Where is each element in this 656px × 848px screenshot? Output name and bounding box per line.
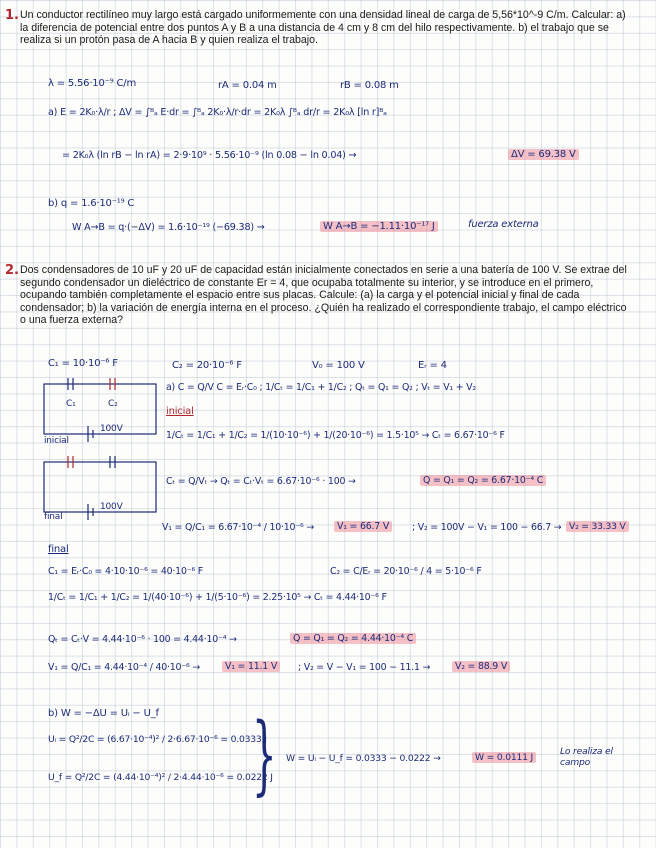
p2-fin-q-result: Q = Q₁ = Q₂ = 4.44·10⁻⁴ C <box>290 633 416 644</box>
circuit-c2-label: C₂ <box>108 399 118 409</box>
p1-data-ra: rA = 0.04 m <box>218 80 277 91</box>
problem2-statement: Dos condensadores de 10 uF y 20 uF de capacidad están inicialmente conectados en serie a una batería de 100 V. Se extrae del segundo condensador un dieléctrico de constante Er = 4, que ocupaba totalmente su interior, y se introduce en el primero, ocupando también completamente el espacio entre sus placas. Calcule: (a) la carga y el potencial inicial y final de cada condensador; b) la variación de energía interna en el proceso. ¿Quién ha realizado el correspondiente trabajo, el campo eléctrico o una fuerza externa? <box>20 264 627 327</box>
p2-ini-v2: ; V₂ = 100V − V₁ = 100 − 66.7 → <box>412 522 562 533</box>
circuit-battery-label: 100V <box>100 424 123 434</box>
p2-ini-v1-result: V₁ = 66.7 V <box>334 521 392 532</box>
p2-fin-v1: V₁ = Q/C₁ = 4.44·10⁻⁴ / 40·10⁻⁶ → <box>48 662 201 673</box>
p2-data-er: Eᵣ = 4 <box>418 360 447 371</box>
p2-b-note: Lo realiza el campo <box>560 746 613 768</box>
p2-ini-q: Cₜ = Q/Vₜ → Qₜ = Cₜ·Vₜ = 6.67·10⁻⁶ · 100 → <box>166 476 356 487</box>
p2-ini-v2-result: V₂ = 33.33 V <box>566 521 629 532</box>
brace-symbol: } <box>252 705 277 805</box>
p2-fin-v2-result: V₂ = 88.9 V <box>452 661 510 672</box>
problem1-statement: Un conductor rectilíneo muy largo está cargado uniformemente con una densidad lineal de carga de 5,56*10^-9 C/m. Calcular: a) la diferencia de potencial entre dos puntos A y B a una distancia de 4 cm y 8 cm del hilo respectivamente. b) el trabajo que se realiza si un protón pasa de A hacia B y quien realiza el trabajo. <box>20 9 626 47</box>
p2-fin-q: Qₜ = Cₜ·V = 4.44·10⁻⁶ · 100 = 4.44·10⁻⁴ → <box>48 634 237 645</box>
p2-final-heading: final <box>48 544 69 555</box>
p2-fin-ct: 1/Cₜ = 1/C₁ + 1/C₂ = 1/(40·10⁻⁶) + 1/(5·10⁻⁶) = 2.25·10⁵ → Cₜ = 4.44·10⁻⁶ F <box>48 592 387 603</box>
p1-a-line2: = 2K₀λ (ln rB − ln rA) = 2·9·10⁹ · 5.56·10⁻⁹ (ln 0.08 − ln 0.04) → <box>62 150 357 161</box>
p2-fin-v2: ; V₂ = V − V₁ = 100 − 11.1 → <box>298 662 431 673</box>
circuit-initial-label: inicial <box>44 436 69 446</box>
p2-b-head: b) W = −ΔU = Uᵢ − U_f <box>48 708 159 719</box>
p2-fin-v1-result: V₁ = 11.1 V <box>222 661 280 672</box>
p2-b-uf: U_f = Q²/2C = (4.44·10⁻⁴)² / 2·4.44·10⁻⁶ = 0.0222 J <box>48 772 273 783</box>
p2-data-c1: C₁ = 10·10⁻⁶ F <box>48 358 118 369</box>
p1-a-line1: a) E = 2K₀·λ/r ; ΔV = ∫ᴮₐ E·dr = ∫ᴮₐ 2K₀·λ/r·dr = 2K₀λ ∫ᴮₐ dr/r = 2K₀λ [ln r]ᴮₐ <box>48 107 387 118</box>
p1-data-lambda: λ = 5.56·10⁻⁹ C/m <box>48 78 136 89</box>
p2-fin-c2: C₂ = C/Eᵣ = 20·10⁻⁶ / 4 = 5·10⁻⁶ F <box>330 566 482 577</box>
p2-data-v: V₀ = 100 V <box>312 360 365 371</box>
circuit-final-battery-label: 100V <box>100 502 123 512</box>
p2-ini-ct: 1/Cₜ = 1/C₁ + 1/C₂ = 1/(10·10⁻⁶) + 1/(20·10⁻⁶) = 1.5·10⁵ → Cₜ = 6.67·10⁻⁶ F <box>166 430 505 441</box>
p2-b-ui: Uᵢ = Q²/2C = (6.67·10⁻⁴)² / 2·6.67·10⁻⁶ = 0.0333 J <box>48 734 267 745</box>
p1-data-rb: rB = 0.08 m <box>340 80 399 91</box>
p2-fin-c1: C₁ = Eᵣ·C₀ = 4·10·10⁻⁶ = 40·10⁻⁶ F <box>48 566 203 577</box>
p2-ini-v1: V₁ = Q/C₁ = 6.67·10⁻⁴ / 10·10⁻⁶ → <box>162 522 315 533</box>
p1-a-result: ΔV = 69.38 V <box>508 149 579 160</box>
p1-b-line2: W A→B = q·(−ΔV) = 1.6·10⁻¹⁹ (−69.38) → <box>72 222 265 233</box>
p2-inicial-heading: inicial <box>166 406 194 417</box>
problem2-number: 2. <box>5 263 19 278</box>
p2-a-formulas: a) C = Q/V C = Eᵣ·C₀ ; 1/Cₜ = 1/C₁ + 1/C₂ ; Qₜ = Q₁ = Q₂ ; Vₜ = V₁ + V₂ <box>166 382 476 393</box>
p1-b-line1: b) q = 1.6·10⁻¹⁹ C <box>48 198 135 209</box>
circuit-final-label: final <box>44 512 63 522</box>
p2-b-w-result: W = 0.0111 J <box>472 752 536 763</box>
circuit-c1-label: C₁ <box>66 399 76 409</box>
p2-b-w: W = Uᵢ − U_f = 0.0333 − 0.0222 → <box>286 753 441 764</box>
p1-b-result: W A→B = −1.11·10⁻¹⁷ J <box>320 221 438 232</box>
p2-ini-q-result: Q = Q₁ = Q₂ = 6.67·10⁻⁴ C <box>420 475 546 486</box>
problem1-number: 1. <box>5 8 19 23</box>
p2-data-c2: C₂ = 20·10⁻⁶ F <box>172 360 242 371</box>
p1-b-note: fuerza externa <box>468 219 539 230</box>
